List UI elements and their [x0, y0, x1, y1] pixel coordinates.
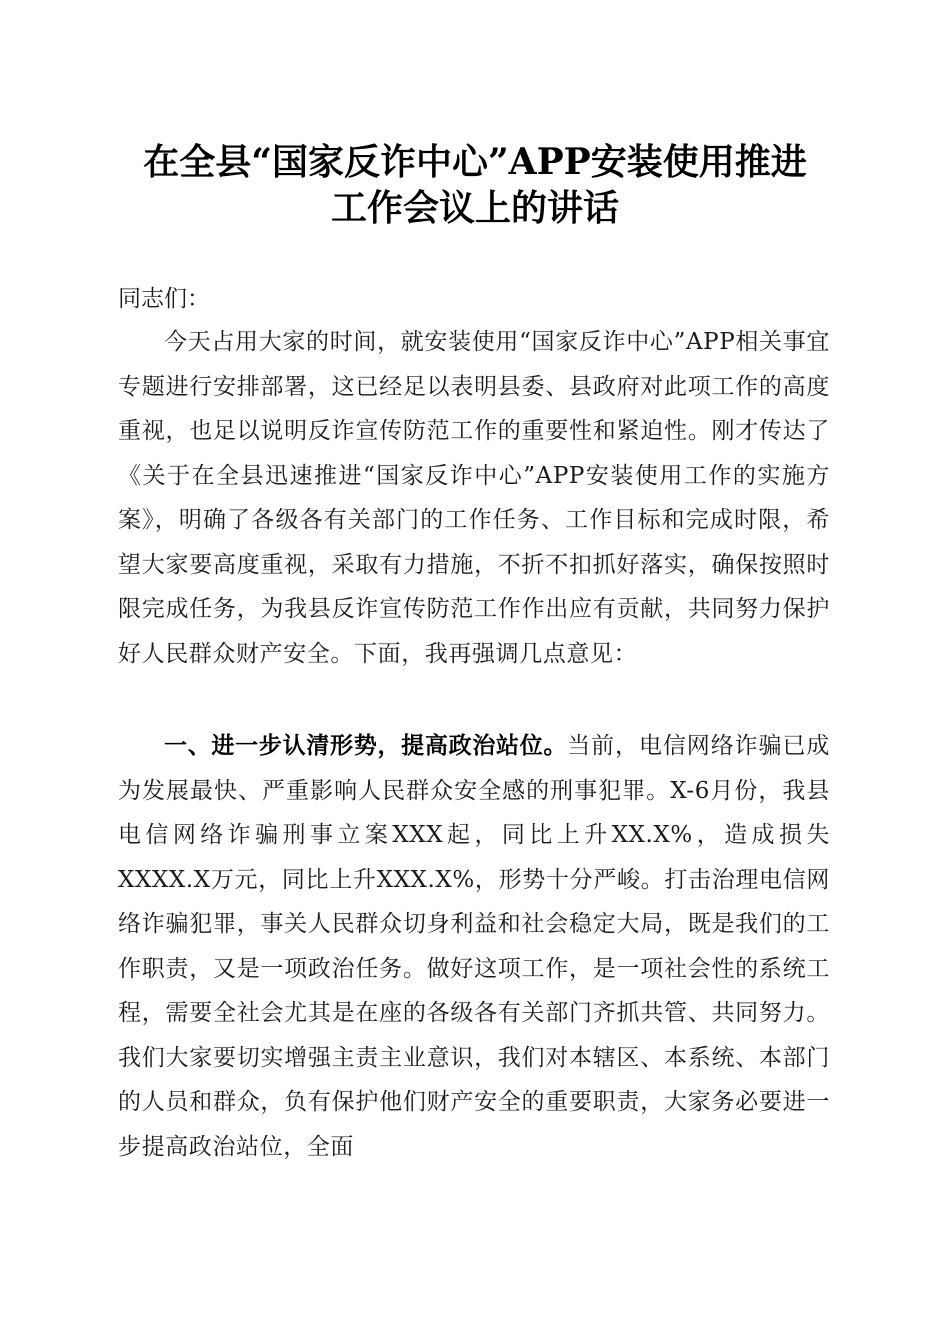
paragraph-section-1	[118, 724, 830, 1169]
salutation: 同志们：	[118, 286, 210, 312]
section-1-text: 当前，电信网络诈骗已成为发展最快、严重影响人民群众安全感的刑事犯罪。X-6月份，我县电信网络诈骗刑事立案XXX起，同比上升XX.X%，造成损失XXXX.X万元，同比上升XXX.X%，形势十分严峻。打击治理电信网络诈骗犯罪，事关人民群众切身利益和社会稳定大局，既是我们的工作职责，又是一项政治任务。做好这项工作，是一项社会性的系统工程，需要全社会尤其是在座的各级各有关部门齐抓共管、共同努力。我们大家要切实增强主责主业意识，我们对本辖区、本系统、本部门的人员和群众，负有保护他们财产安全的重要职责，大家务必要进一步提高政治站位，全面	[118, 733, 830, 1160]
document-title-line-1: 在全县“国家反诈中心”APP安装使用推进	[143, 141, 807, 183]
section-1-heading: 一、进一步认清形势，提高政治站位。	[164, 733, 568, 759]
document-title-line-2: 工作会议上的讲话	[330, 187, 619, 229]
paragraph-intro: 今天占用大家的时间，就安装使用“国家反诈中心”APP相关事宜专题进行安排部署，这已经足以表明县委、县政府对此项工作的高度重视，也足以说明反诈宣传防范工作的重要性和紧迫性。刚才传达了《关于在全县迅速推进“国家反诈中心”APP安装使用工作的实施方案》，明确了各级各有关部门的工作任务、工作目标和完成时限，希望大家要高度重视，采取有力措施，不折不扣抓好落实，确保按照时限完成任务，为我县反诈宣传防范工作作出应有贡献，共同努力保护好人民群众财产安全。下面，我再强调几点意见：	[118, 329, 830, 667]
